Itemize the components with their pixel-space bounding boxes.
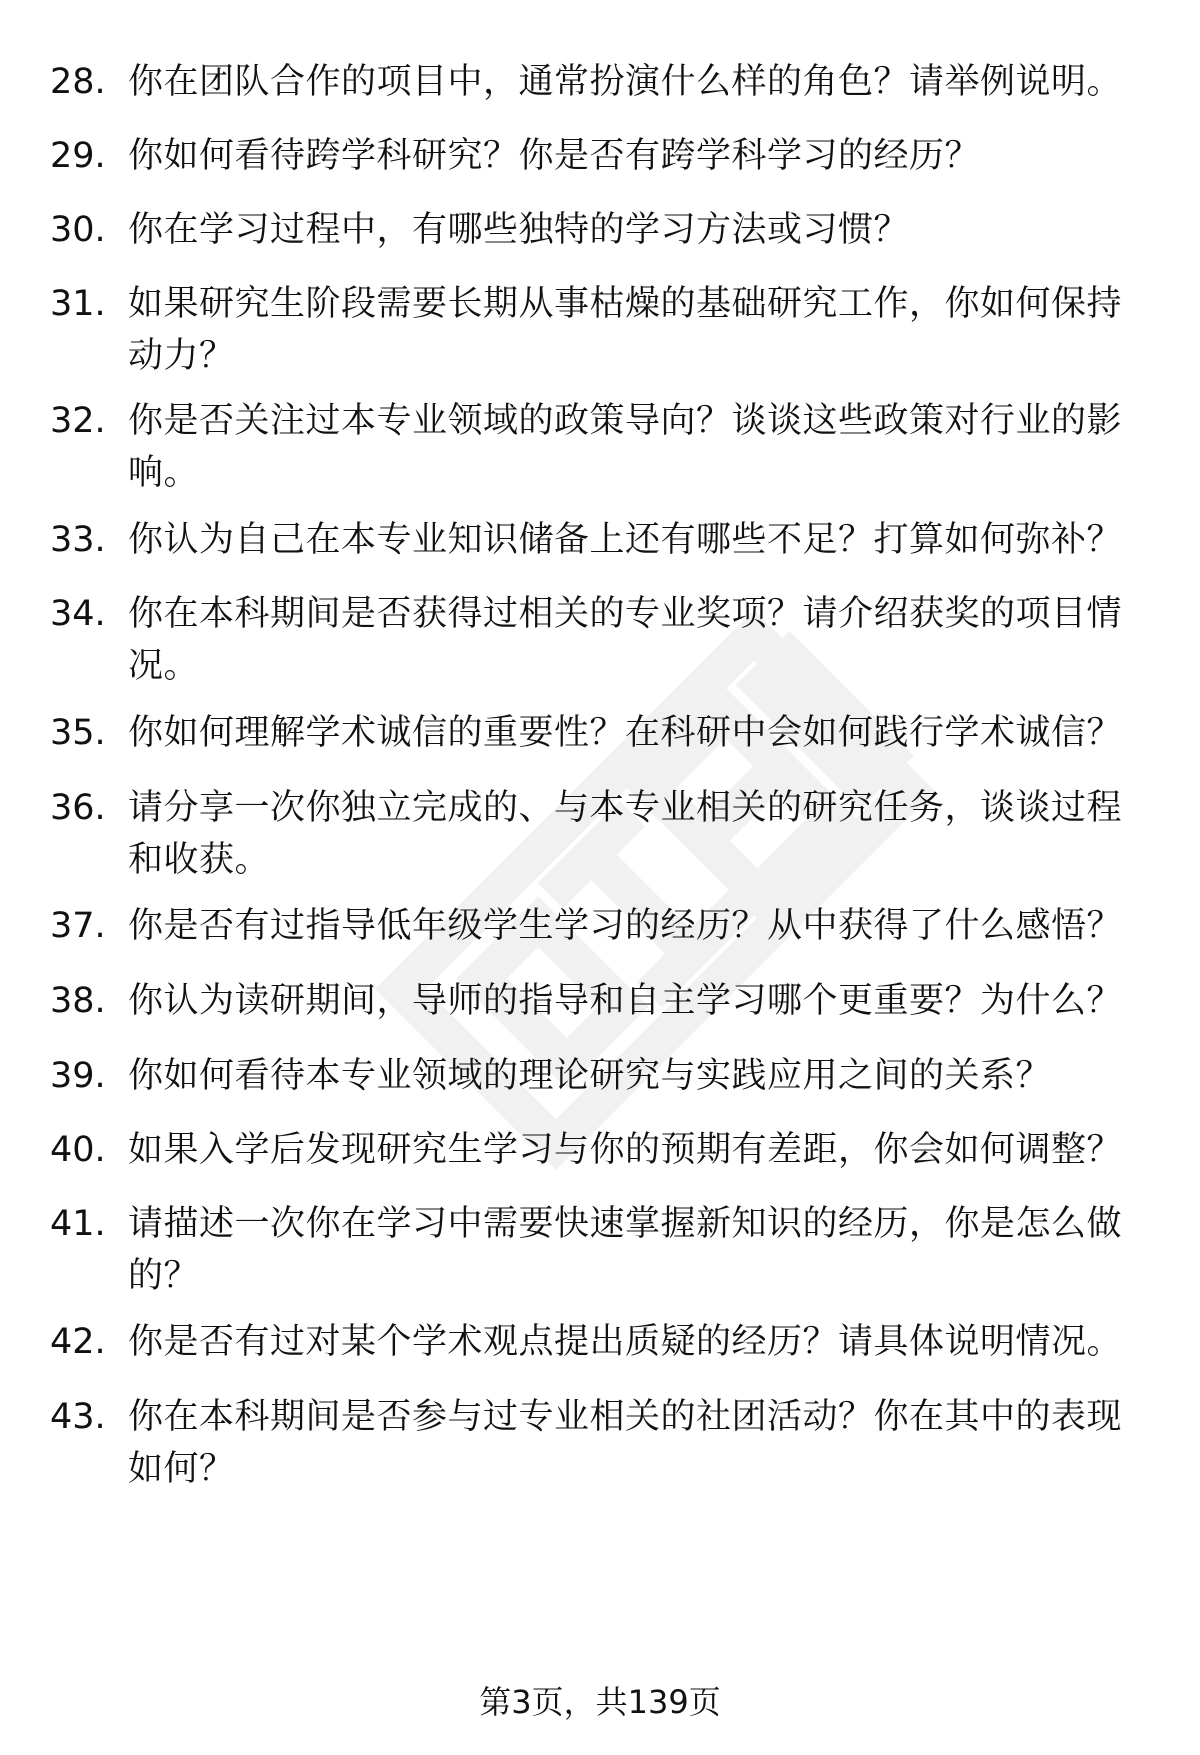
question-text: 请描述一次你在学习中需要快速掌握新知识的经历，你是怎么做的？ [128,1204,1123,1296]
question-text: 你如何看待跨学科研究？你是否有跨学科学习的经历？ [128,136,981,176]
question-28 [50,56,1150,108]
question-number: 28. [50,62,106,102]
question-31 [50,278,1150,382]
question-32 [50,395,1150,499]
question-text: 你是否有过指导低年级学生学习的经历？从中获得了什么感悟？ [128,906,1123,946]
question-number: 32. [50,401,106,441]
question-number: 34. [50,594,106,634]
question-text: 你是否有过对某个学术观点提出质疑的经历？请具体说明情况。 [128,1322,1123,1362]
question-33 [50,514,1150,566]
question-number: 37. [50,906,106,946]
question-34 [50,588,1150,692]
question-text: 你在学习过程中，有哪些独特的学习方法或习惯？ [128,210,910,250]
question-text: 如果研究生阶段需要长期从事枯燥的基础研究工作，你如何保持动力？ [128,284,1123,376]
question-43 [50,1391,1150,1495]
question-number: 39. [50,1056,106,1096]
question-number: 31. [50,284,106,324]
page-number-label: 第3页，共139页 [479,1683,721,1721]
question-39 [50,1050,1150,1102]
question-42 [50,1316,1150,1368]
question-number: 35. [50,713,106,753]
question-text: 你在团队合作的项目中，通常扮演什么样的角色？请举例说明。 [128,62,1123,102]
question-30 [50,204,1150,256]
question-number: 42. [50,1322,106,1362]
question-text: 你在本科期间是否参与过专业相关的社团活动？你在其中的表现如何？ [128,1397,1123,1489]
question-40 [50,1124,1150,1176]
question-number: 29. [50,136,106,176]
question-36 [50,782,1150,886]
question-text: 你是否关注过本专业领域的政策导向？谈谈这些政策对行业的影响。 [128,401,1123,493]
question-35 [50,707,1150,759]
question-text: 如果入学后发现研究生学习与你的预期有差距，你会如何调整？ [128,1130,1123,1170]
question-text: 你认为自己在本专业知识储备上还有哪些不足？打算如何弥补？ [128,520,1123,560]
question-number: 41. [50,1204,106,1244]
question-number: 38. [50,981,106,1021]
question-29 [50,130,1150,182]
question-text: 你如何理解学术诚信的重要性？在科研中会如何践行学术诚信？ [128,713,1123,753]
page-footer [0,1678,1200,1726]
question-number: 30. [50,210,106,250]
question-text: 请分享一次你独立完成的、与本专业相关的研究任务，谈谈过程和收获。 [128,788,1123,880]
question-text: 你在本科期间是否获得过相关的专业奖项？请介绍获奖的项目情况。 [128,594,1123,686]
question-number: 36. [50,788,106,828]
question-text: 你认为读研期间，导师的指导和自主学习哪个更重要？为什么？ [128,981,1123,1021]
question-number: 40. [50,1130,106,1170]
question-number: 43. [50,1397,106,1437]
question-text: 你如何看待本专业领域的理论研究与实践应用之间的关系？ [128,1056,1052,1096]
question-41 [50,1198,1150,1302]
question-37 [50,900,1150,952]
question-38 [50,975,1150,1027]
question-number: 33. [50,520,106,560]
